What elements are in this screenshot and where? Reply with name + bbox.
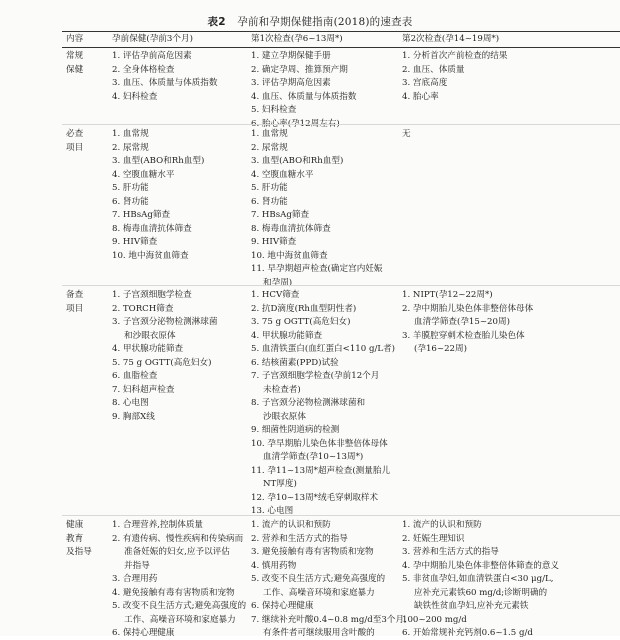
table-cell-line: 1. 血常规: [112, 129, 149, 139]
table-cell-line: 8. 梅毒血清抗体筛查: [112, 223, 192, 234]
table-cell-line: 2. 尿常规: [112, 142, 149, 153]
table-cell-line: 6. 血脂检查: [112, 371, 158, 381]
table-cell-line: 1. HCV筛查: [251, 290, 300, 300]
section-divider: [62, 285, 620, 286]
table-cell-line: 和沙眼衣原体: [124, 330, 176, 341]
table-cell-line: 4. 空腹血糖水平: [251, 169, 314, 180]
table-cell-line: 3. 羊膜腔穿刺术检查胎儿染色体: [402, 330, 525, 341]
table-cell-line: 9. HIV筛查: [251, 237, 297, 247]
table-cell-line: 5. 改变不良生活方式;避免高强度的: [112, 601, 247, 611]
table-cell-line: 准备妊娠的妇女,应予以评估: [124, 547, 230, 557]
table-cell-line: 11. 孕11~13周*超声检查(测量胎儿: [251, 465, 391, 476]
table-cell-line: 12. 孕10~13周*绒毛穿刺取样术: [251, 492, 379, 503]
table-cell-line: 8. 梅毒血清抗体筛查: [251, 223, 331, 234]
table-cell-line: 1. 建立孕期保健手册: [251, 51, 331, 61]
table-cell-line: (孕16~22周): [414, 344, 467, 354]
table-cell-line: 5. 血清铁蛋白(血红蛋白<110 g/L者): [251, 344, 396, 354]
table-cell-line: 8. 心电图: [112, 398, 149, 408]
table-cell-line: 和孕周): [263, 277, 293, 288]
table-cell-line: 7. HBsAg筛查: [251, 210, 310, 220]
table-cell-line: 4. 甲状腺功能筛查: [112, 344, 184, 354]
table-title: 孕前和孕期保健指南(2018)的速查表: [237, 16, 413, 28]
header-first-visit: 第1次检查(孕6~13周*): [251, 34, 343, 44]
section-label: 保健: [66, 64, 84, 75]
table-cell-line: 2. 全身体格检查: [112, 64, 175, 75]
section-label: 教育: [66, 533, 84, 544]
table-cell-line: 2. 确定孕周、推算预产期: [251, 64, 348, 75]
table-cell-line: 未检查者): [263, 384, 301, 395]
table-cell-line: 10. 孕早期胎儿染色体非整倍体母体: [251, 438, 388, 449]
table-cell-line: 工作、高噪音环境和家庭暴力: [263, 587, 375, 598]
header-second-visit: 第2次检查(孕14~19周*): [402, 34, 500, 44]
table-cell-line: 2. 营养和生活方式的指导: [251, 533, 348, 544]
table-cell-line: 应补充元素铁60 mg/d;诊断明确的: [414, 587, 548, 598]
section-label: 及指导: [66, 547, 92, 557]
table-cell-line: 6. 保持心理健康: [112, 628, 175, 638]
table-cell-line: 4. 避免接触有毒有害物质和宠物: [112, 587, 235, 598]
table-cell-line: 沙眼衣原体: [263, 411, 306, 422]
table-cell-line: 工作、高噪音环境和家庭暴力: [124, 614, 236, 625]
section-label: 健康: [66, 520, 84, 530]
header-content: 内容: [66, 34, 84, 44]
table-cell-line: 9. 细菌性阴道病的检测: [251, 425, 340, 435]
table-cell-line: 1. 评估孕前高危因素: [112, 51, 192, 61]
table-cell-line: 5. 肝功能: [251, 183, 288, 193]
table-cell-line: 3. 避免接触有毒有害物质和宠物: [251, 547, 374, 557]
table-cell-line: 3. 血型(ABO和Rh血型): [251, 156, 344, 166]
table-caption: [0, 14, 620, 29]
table-cell-line: 4. 甲状腺功能筛查: [251, 330, 323, 341]
table-cell-line: 4. 孕中期胎儿染色体非整倍体筛查的意义: [402, 560, 560, 571]
table-cell-line: 3. 子宫颈分泌物检测淋球菌: [112, 317, 218, 327]
table-cell-line: 5. 非贫血孕妇,如血清铁蛋白<30 μg/L,: [402, 574, 554, 584]
table-cell-line: 5. 改变不良生活方式;避免高强度的: [251, 574, 386, 584]
table-cell-line: 血清学筛查(孕10~13周*): [263, 452, 364, 462]
table-cell-line: 1. 流产的认识和预防: [251, 520, 331, 530]
table-cell-line: 7. 妇科超声检查: [112, 384, 175, 395]
table-cell-line: 并指导: [124, 560, 150, 571]
table-cell-line: 6. 肾功能: [112, 196, 149, 207]
table-cell-line: 6. 结核菌素(PPD)试验: [251, 357, 339, 368]
table-cell-line: 6. 保持心理健康: [251, 601, 314, 611]
table-cell-line: 6. 胎心率(孕12周左右): [251, 118, 340, 129]
table-cell-line: 13. 心电图: [251, 506, 294, 516]
table-cell-line: 2. TORCH筛查: [112, 303, 174, 314]
table-cell-line: 1. NIPT(孕12~22周*): [402, 290, 493, 300]
table-cell-line: NT厚度): [263, 479, 297, 489]
section-label: 常规: [66, 51, 84, 61]
table-cell-line: 1. 子宫颈细胞学检查: [112, 290, 192, 300]
section-label: 项目: [66, 142, 84, 153]
table-cell-line: 3. 宫底高度: [402, 78, 448, 88]
section-divider: [62, 515, 620, 516]
table-cell-line: 10. 地中海贫血筛查: [251, 250, 328, 261]
header-preconception: 孕前保健(孕前3个月): [112, 34, 193, 44]
table-cell-line: 7. 子宫颈细胞学检查(孕前12个月: [251, 371, 380, 381]
table-cell-line: 1. 合理营养,控制体质量: [112, 520, 204, 530]
table-cell-line: 1. 分析首次产前检查的结果: [402, 51, 508, 61]
table-cell-line: 6. 开始常规补充钙剂0.6~1.5 g/d: [402, 628, 533, 638]
table-cell-line: 7. HBsAg筛查: [112, 210, 171, 220]
table-cell-line: 3. 评估孕期高危因素: [251, 78, 331, 88]
table-cell-line: 2. 孕中期胎儿染色体非整倍体母体: [402, 303, 534, 314]
table-cell-line: 4. 胎心率: [402, 91, 439, 102]
table-cell-line: 5. 肝功能: [112, 183, 149, 193]
table-cell-line: 2. 血压、体质量: [402, 64, 465, 75]
table-cell-line: 4. 慎用药物: [251, 560, 297, 571]
table-number: 表2: [207, 16, 226, 28]
table-cell-line: 1. 血常规: [251, 129, 288, 139]
table-cell-line: 4. 血压、体质量与体质指数: [251, 91, 357, 102]
table-cell-line: 3. 75 g OGTT(高危妇女): [251, 317, 351, 327]
table-cell-line: 无: [402, 129, 411, 139]
table-cell-line: 6. 肾功能: [251, 196, 288, 207]
table-cell-line: 4. 妇科检查: [112, 91, 158, 102]
table-cell-line: 血清学筛查(孕15~20周): [414, 317, 510, 327]
table-cell-line: 1. 流产的认识和预防: [402, 520, 482, 530]
table-cell-line: 100~200 mg/d: [402, 614, 467, 625]
table-cell-line: 9. HIV筛查: [112, 237, 158, 247]
table-cell-line: 缺铁性贫血孕妇,应补充元素铁: [414, 601, 529, 611]
table-cell-line: 8. 子宫颈分泌物检测淋球菌和: [251, 398, 366, 408]
table-cell-line: 2. 尿常规: [251, 142, 288, 153]
table-cell-line: 有条件者可继续服用含叶酸的: [263, 628, 375, 638]
table-cell-line: 10. 地中海贫血筛查: [112, 250, 189, 261]
table-cell-line: 3. 血型(ABO和Rh血型): [112, 156, 205, 166]
table-cell-line: 4. 空腹血糖水平: [112, 169, 175, 180]
table-cell-line: 7. 继续补充叶酸0.4~0.8 mg/d至3个月,: [251, 614, 407, 625]
top-rule: [62, 31, 620, 32]
table-cell-line: 2. 抗D滴度(Rh血型阴性者): [251, 303, 357, 314]
table-cell-line: 11. 早孕期超声检查(确定宫内妊娠: [251, 264, 383, 274]
table-cell-line: 2. 有遗传病、慢性疾病和传染病而: [112, 533, 244, 544]
section-label: 必查: [66, 129, 84, 139]
section-label: 备查: [66, 290, 84, 300]
table-cell-line: 9. 胸部X线: [112, 411, 155, 422]
table-cell-line: 3. 合理用药: [112, 574, 158, 584]
table-cell-line: 3. 营养和生活方式的指导: [402, 547, 499, 557]
table-cell-line: 3. 血压、体质量与体质指数: [112, 78, 218, 88]
header-rule: [62, 47, 620, 48]
table-cell-line: 5. 75 g OGTT(高危妇女): [112, 357, 212, 368]
section-divider: [62, 124, 620, 125]
table-cell-line: 2. 妊娠生理知识: [402, 533, 465, 544]
table-cell-line: 5. 妇科检查: [251, 105, 297, 115]
section-label: 项目: [66, 303, 84, 314]
